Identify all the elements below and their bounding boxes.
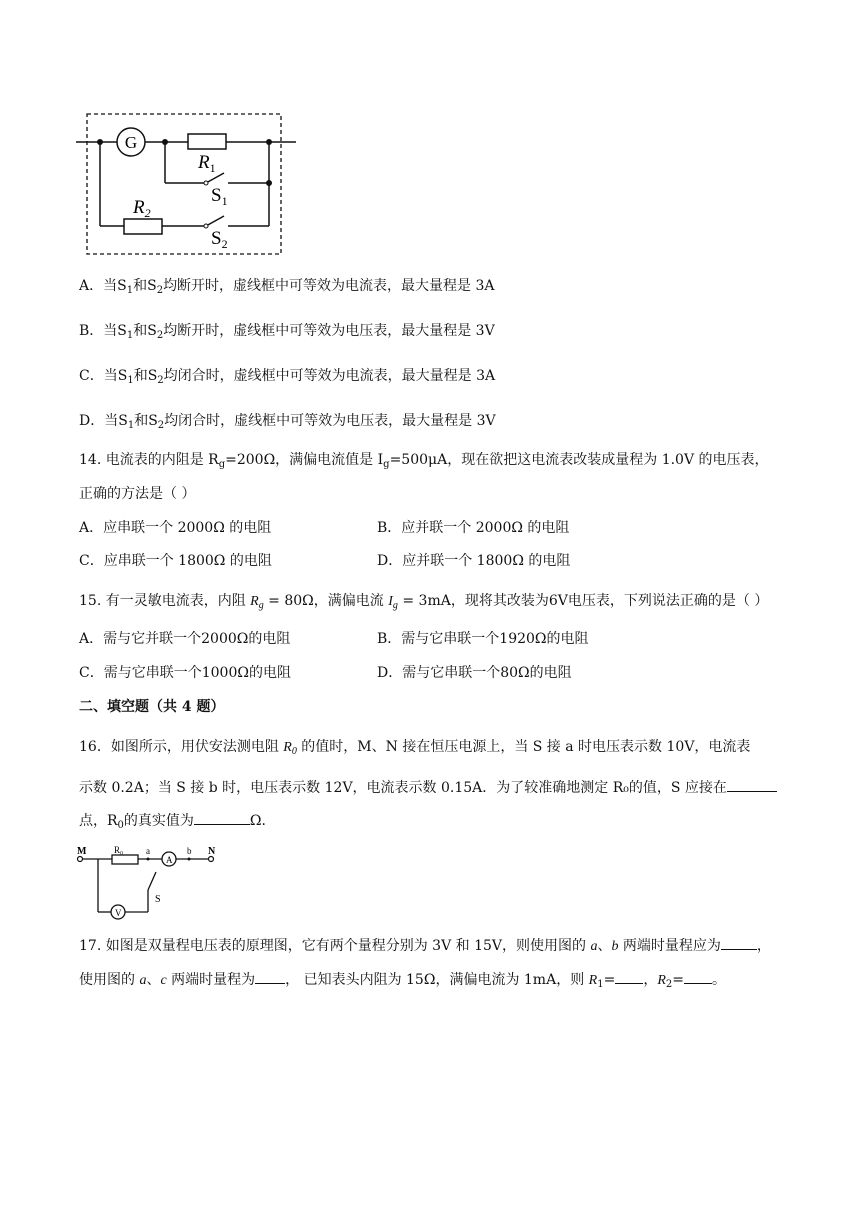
label-s1: $S_1$ bbox=[211, 185, 228, 208]
svg-text:A: A bbox=[166, 855, 173, 865]
q13-option-a: A．当$S_1$和$S_2$均断开时，虚线框中可等效为电流表，最大量程是 3A bbox=[79, 278, 495, 296]
svg-text:N: N bbox=[208, 846, 216, 857]
dashed-box bbox=[87, 114, 281, 254]
answer-blank-2[interactable] bbox=[194, 810, 250, 825]
resistor-r2 bbox=[124, 219, 162, 234]
q13-option-b: B．当$S_1$和$S_2$均断开时，虚线框中可等效为电压表，最大量程是 3V bbox=[79, 323, 495, 341]
resistor-r0 bbox=[112, 855, 138, 864]
q15-option-a: A．需与它并联一个2000Ω的电阻 bbox=[79, 631, 291, 647]
answer-blank-6[interactable] bbox=[684, 969, 712, 984]
svg-text:R₀: R₀ bbox=[114, 845, 124, 855]
q15-stem: 15. 有一灵敏电流表，内阻 $R_g = 80\Omega$，满偏电流 $I_g = 3mA$，现将其改装为6V电压表，下列说法正确的是（ ） bbox=[79, 593, 769, 611]
answer-blank-5[interactable] bbox=[615, 969, 643, 984]
q14-option-b: B．应并联一个 2000Ω 的电阻 bbox=[377, 520, 570, 536]
resistor-r1 bbox=[188, 134, 226, 149]
q13-option-d: D．当$S_1$和$S_2$均闭合时，虚线框中可等效为电压表，最大量程是 3V bbox=[79, 413, 496, 431]
svg-text:a: a bbox=[146, 846, 150, 856]
label-r2: $R_2$ bbox=[133, 197, 151, 220]
circuit-diagram-q13 bbox=[76, 110, 296, 256]
circuit-diagram-q16 bbox=[74, 844, 224, 920]
q16-stem-line2: 示数 0.2A；当 S 接 b 时，电压表示数 12V，电流表示数 0.15A．为了较准确地测定 R₀的值，S 应接在 bbox=[79, 777, 777, 798]
q14-stem-line2: 正确的方法是（ ） bbox=[79, 486, 196, 502]
q13-option-c: C．当$S_1$和$S_2$均闭合时，虚线框中可等效为电流表，最大量程是 3A bbox=[79, 368, 496, 386]
switch-s2-blade bbox=[206, 216, 224, 226]
svg-text:M: M bbox=[77, 846, 87, 857]
answer-blank-1[interactable] bbox=[727, 777, 777, 792]
q15-option-b: B．需与它串联一个1920Ω的电阻 bbox=[377, 631, 589, 647]
q17-stem-line1: 17. 如图是双量程电压表的原理图，它有两个量程分别为 3V 和 15V，则使用图的 a、b 两端时量程应为 ， bbox=[79, 935, 771, 957]
q16-stem-line1: 16．如图所示，用伏安法测电阻 $R_0$ 的值时，M、N 接在恒压电源上，当 S 接 a 时电压表示数 10V，电流表 bbox=[79, 739, 751, 757]
svg-text:b: b bbox=[187, 846, 192, 856]
label-s2: $S_2$ bbox=[211, 228, 228, 251]
q14-option-a: A．应串联一个 2000Ω 的电阻 bbox=[79, 520, 272, 536]
q14-stem-line1: 14. 电流表的内阻是 $R_g=200\Omega$，满偏电流值是 $I_g=500\mu A$，现在欲把这电流表改装成量程为 1.0V 的电压表， bbox=[79, 452, 769, 470]
q17-stem-line2: 使用图的 a、c 两端时量程为 ， 已知表头内阻为 15Ω，满偏电流为 1mA，则 $R_1=$ ，$R_2=$ 。 bbox=[79, 969, 726, 995]
label-r1: $R_1$ bbox=[198, 152, 216, 175]
svg-text:V: V bbox=[115, 908, 122, 918]
q15-option-c: C．需与它串联一个1000Ω的电阻 bbox=[79, 665, 291, 681]
galvanometer-label: G bbox=[124, 133, 138, 152]
q16-stem-line3: 点，$R_0$的真实值为 Ω． bbox=[79, 810, 276, 836]
svg-text:S: S bbox=[155, 894, 161, 905]
section-heading: 二、填空题（共 4 题） bbox=[79, 699, 225, 715]
answer-blank-3[interactable] bbox=[721, 935, 757, 950]
q15-option-d: D．需与它串联一个80Ω的电阻 bbox=[377, 665, 572, 681]
q14-option-c: C．应串联一个 1800Ω 的电阻 bbox=[79, 553, 272, 569]
q14-option-d: D．应并联一个 1800Ω 的电阻 bbox=[377, 553, 571, 569]
switch-s-blade bbox=[148, 872, 156, 890]
answer-blank-4[interactable] bbox=[255, 969, 285, 984]
